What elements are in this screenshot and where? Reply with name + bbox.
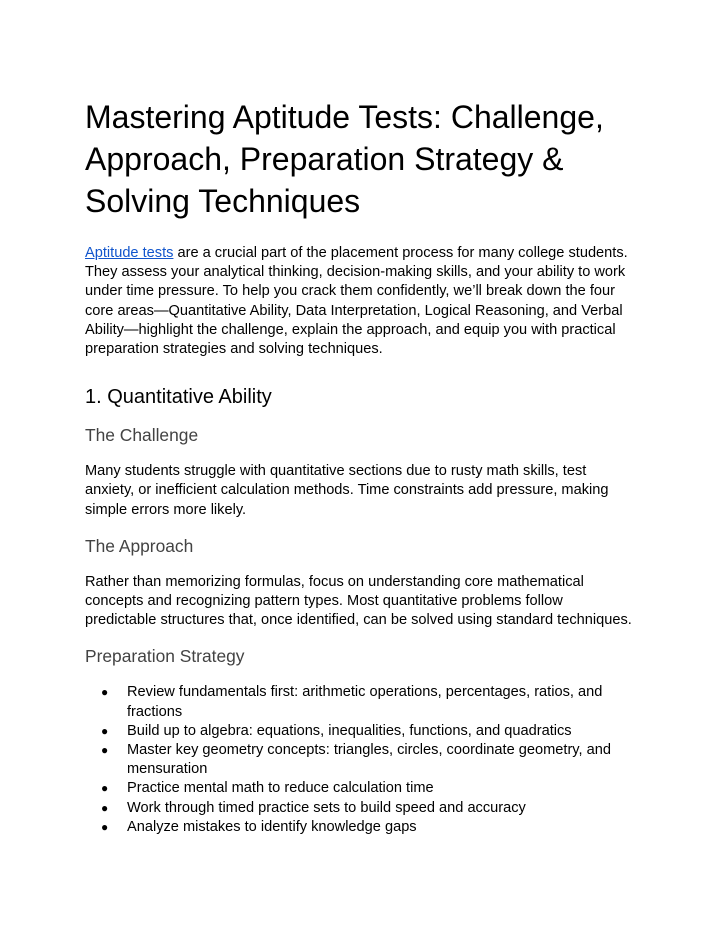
list-item: ● Build up to algebra: equations, inequalities, functions, and quadratics — [85, 722, 634, 741]
bullet-icon: ● — [101, 800, 109, 815]
subheading-preparation: Preparation Strategy — [85, 646, 245, 667]
intro-paragraph — [85, 244, 634, 359]
bullet-icon: ● — [101, 685, 109, 700]
preparation-list — [85, 683, 634, 837]
subheading-approach: The Approach — [85, 535, 194, 556]
challenge-paragraph: Many students struggle with quantitative sections due to rusty math skills, test anxiety, or inefficient calculation methods. Time constraints add pressure, making simple errors more likely. — [85, 463, 609, 518]
list-item: ● Practice mental math to reduce calculation time — [85, 779, 634, 798]
aptitude-tests-link[interactable]: Aptitude tests — [85, 245, 174, 261]
section-heading-quantitative: 1. Quantitative Ability — [85, 386, 272, 409]
bullet-icon: ● — [101, 781, 109, 796]
approach-paragraph: Rather than memorizing formulas, focus on understanding core mathematical concepts and recognizing pattern types. Most quantitative problems follow predictable structures that, once identified, can be solved using standard techniques. — [85, 573, 632, 629]
document-title: Mastering Aptitude Tests: Challenge, Approach, Preparation Strategy & Solving Techniques — [85, 99, 604, 219]
intro-text: are a crucial part of the placement process for many college students. They assess your analytical thinking, decision-making skills, and your ability to work under time pressure. To help you crack them confidently, we’ll break down the four core areas—Quantitative Ability, Data Interpretation, Logical Reasoning, and Verbal Ability—highlight the challenge, explain the approach, and equip you with practical preparation strategies and solving techniques. — [85, 245, 628, 358]
bullet-icon: ● — [101, 819, 109, 834]
bullet-icon: ● — [101, 723, 109, 738]
list-item: ● Analyze mistakes to identify knowledge gaps — [85, 818, 634, 837]
list-item: ● Master key geometry concepts: triangles, circles, coordinate geometry, and mensuration — [101, 742, 611, 778]
list-item: ● Work through timed practice sets to build speed and accuracy — [85, 799, 634, 818]
bullet-icon: ● — [101, 743, 109, 758]
list-item: ● Review fundamentals first: arithmetic operations, percentages, ratios, and fractions — [101, 684, 603, 720]
subheading-challenge: The Challenge — [85, 425, 199, 446]
